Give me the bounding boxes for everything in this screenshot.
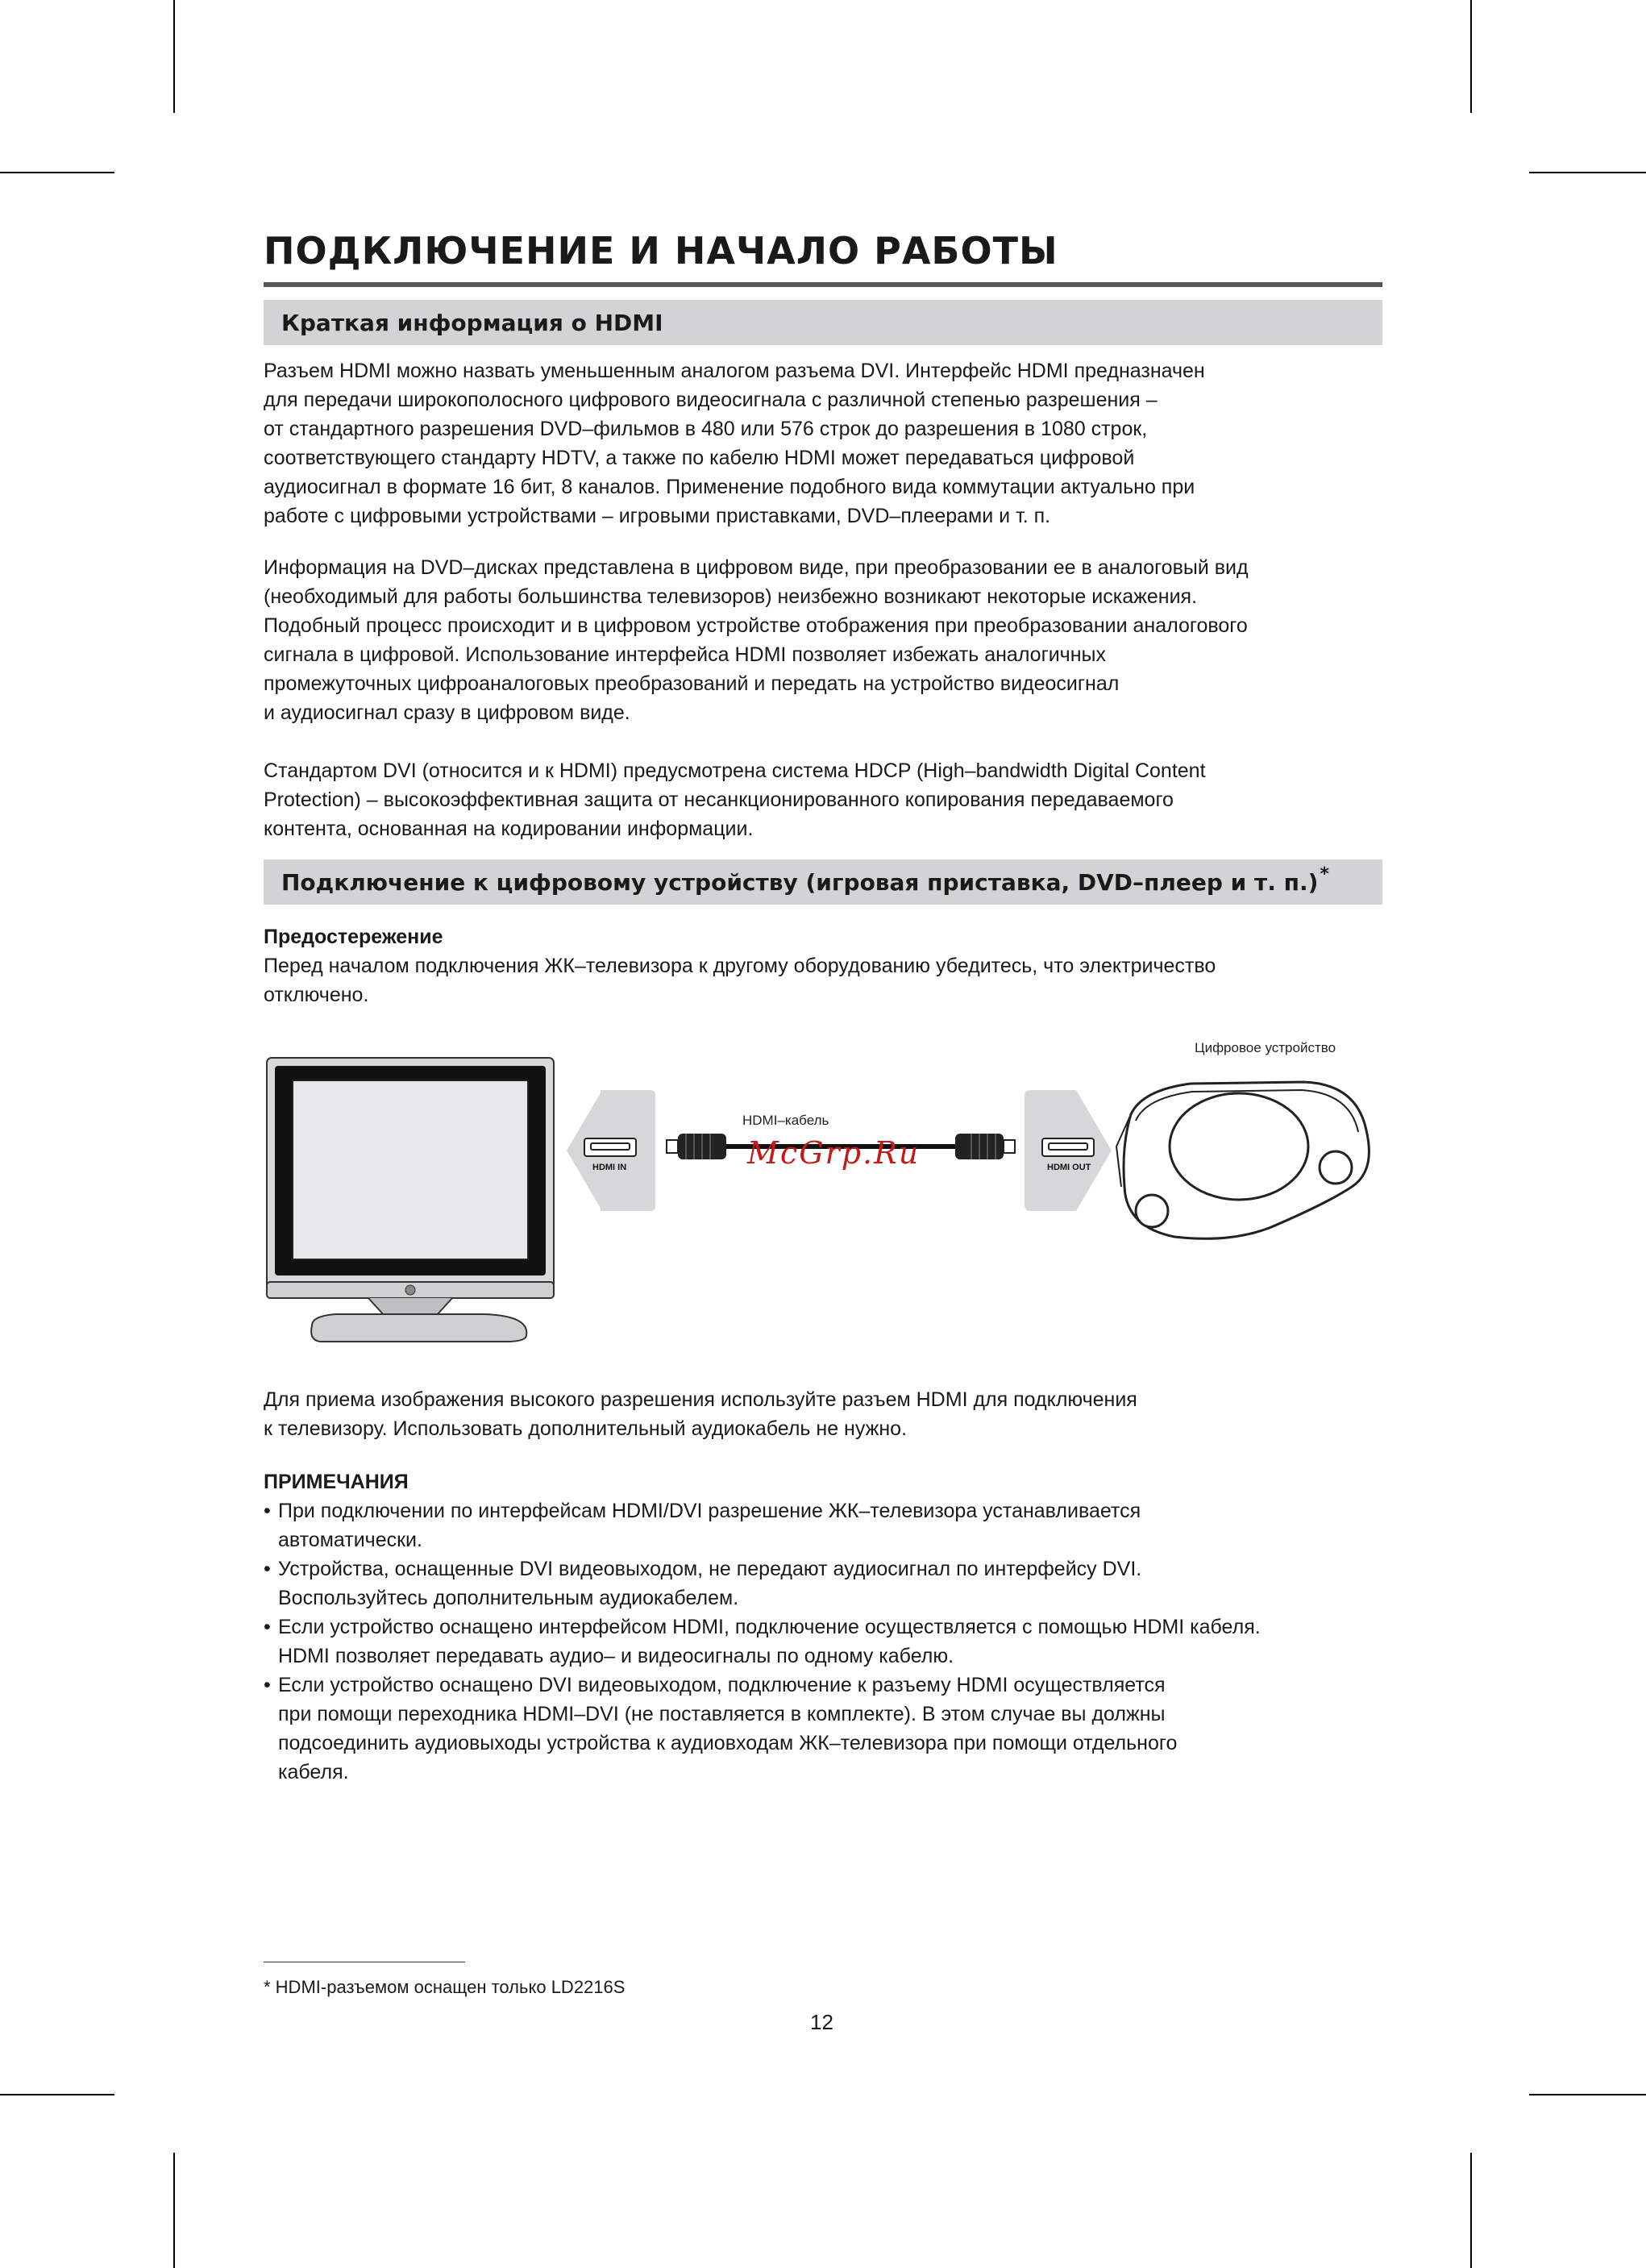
hdmi-in-label: HDMI IN	[592, 1163, 627, 1172]
notes-list	[264, 1496, 1382, 1787]
crop-mark	[0, 2094, 114, 2095]
diagram-drawing	[264, 1026, 1382, 1364]
crop-mark	[1529, 2094, 1646, 2095]
hdmi-out-panel	[1025, 1090, 1112, 1211]
paragraph-hdcp: Стандартом DVI (относится и к HDMI) предусмотрена система HDCP (High–bandwidth Digital Content Protection) – высокоэффективная защита от несанкционированного копирования передаваемого контента, основанная на кодировании информации.	[264, 759, 1206, 840]
caution-title: Предостережение	[264, 926, 443, 948]
list-item: • Устройства, оснащенные DVI видеовыходом, не передают аудиосигнал по интерфейсу DVI. Воспользуйтесь дополнительным аудиокабелем.	[264, 1554, 1382, 1613]
title-rule	[264, 282, 1382, 287]
section-heading-text: Краткая информация о HDMI	[281, 309, 663, 336]
footnote-marker: *	[1320, 864, 1329, 884]
crop-mark	[1470, 2153, 1472, 2268]
crop-mark	[1529, 172, 1646, 173]
section-heading-text: Подключение к цифровому устройству (игровая приставка, DVD–плеер и т. п.)	[281, 868, 1319, 896]
watermark: McGrp.Ru	[747, 1135, 921, 1171]
list-item: • При подключении по интерфейсам HDMI/DVI разрешение ЖК–телевизора устанавливается автоматически.	[264, 1496, 1382, 1554]
crop-mark	[1470, 0, 1472, 113]
tv-illustration	[267, 1058, 554, 1342]
footnote: * HDMI-разъемом оснащен только LD2216S	[264, 1977, 626, 1997]
page-title: ПОДКЛЮЧЕНИЕ И НАЧАЛО РАБОТЫ	[264, 229, 1058, 273]
crop-mark	[0, 172, 114, 173]
connection-diagram	[264, 1026, 1382, 1364]
paragraph-dvd-digital: Информация на DVD–дисках представлена в цифровом виде, при преобразовании ее в аналоговый вид (необходимый для работы большинства телевизоров) неизбежно возникают некоторые искажения. Подобный процесс происходит и в цифровом устройстве отображения при преобразовании аналогового сигнала в цифровой. Использование интерфейса HDMI позволяет избежать аналогичных промежуточных цифроаналоговых преобразований и передать на устройство видеосигнал и аудиосигнал сразу в цифровом виде.	[264, 556, 1249, 724]
caution-text: Перед началом подключения ЖК–телевизора к другому оборудованию убедитесь, что электричество отключено.	[264, 955, 1216, 1006]
list-item: • Если устройство оснащено интерфейсом HDMI, подключение осуществляется с помощью HDMI кабеля. HDMI позволяет передавать аудио– и видеосигналы по одному кабелю.	[264, 1613, 1382, 1671]
list-item: • Если устройство оснащено DVI видеовыходом, подключение к разъему HDMI осуществляется при помощи переходника HDMI–DVI (не поставляется в комплекте). В этом случае вы должны подсоединить аудиовыходы устройства к аудиовходам ЖК–телевизора при помощи отдельного кабеля.	[264, 1671, 1382, 1787]
notes-title: ПРИМЕЧАНИЯ	[264, 1471, 409, 1493]
section-heading-hdmi-info	[264, 300, 1382, 345]
paragraph-hdmi-usage: Для приема изображения высокого разрешения используйте разъем HDMI для подключения к телевизору. Использовать дополнительный аудиокабель не нужно.	[264, 1388, 1137, 1440]
digital-device-illustration	[1116, 1082, 1369, 1238]
section-heading-digital-device	[264, 859, 1382, 905]
cable-label: HDMI–кабель	[742, 1113, 829, 1128]
page-content	[264, 226, 1382, 1787]
crop-mark	[173, 0, 175, 113]
page-number: 12	[810, 2010, 833, 2034]
crop-mark	[173, 2153, 175, 2268]
hdmi-in-panel	[567, 1090, 655, 1211]
hdmi-out-label: HDMI OUT	[1047, 1163, 1091, 1172]
device-label: Цифровое устройство	[1195, 1040, 1336, 1055]
paragraph-hdmi-intro: Разъем HDMI можно назвать уменьшенным аналогом разъема DVI. Интерфейс HDMI предназначен для передачи широкополосного цифрового видеосигнала с различной степенью разрешения – от стандартного разрешения DVD–фильмов в 480 или 576 строк до разрешения в 1080 строк, соответствующего стандарту HDTV, а также по кабелю HDMI может передаваться цифровой аудиосигнал в формате 16 бит, 8 каналов. Применение подобного вида коммутации актуально при работе с цифровыми устройствами – игровыми приставками, DVD–плеерами и т. п.	[264, 360, 1205, 527]
